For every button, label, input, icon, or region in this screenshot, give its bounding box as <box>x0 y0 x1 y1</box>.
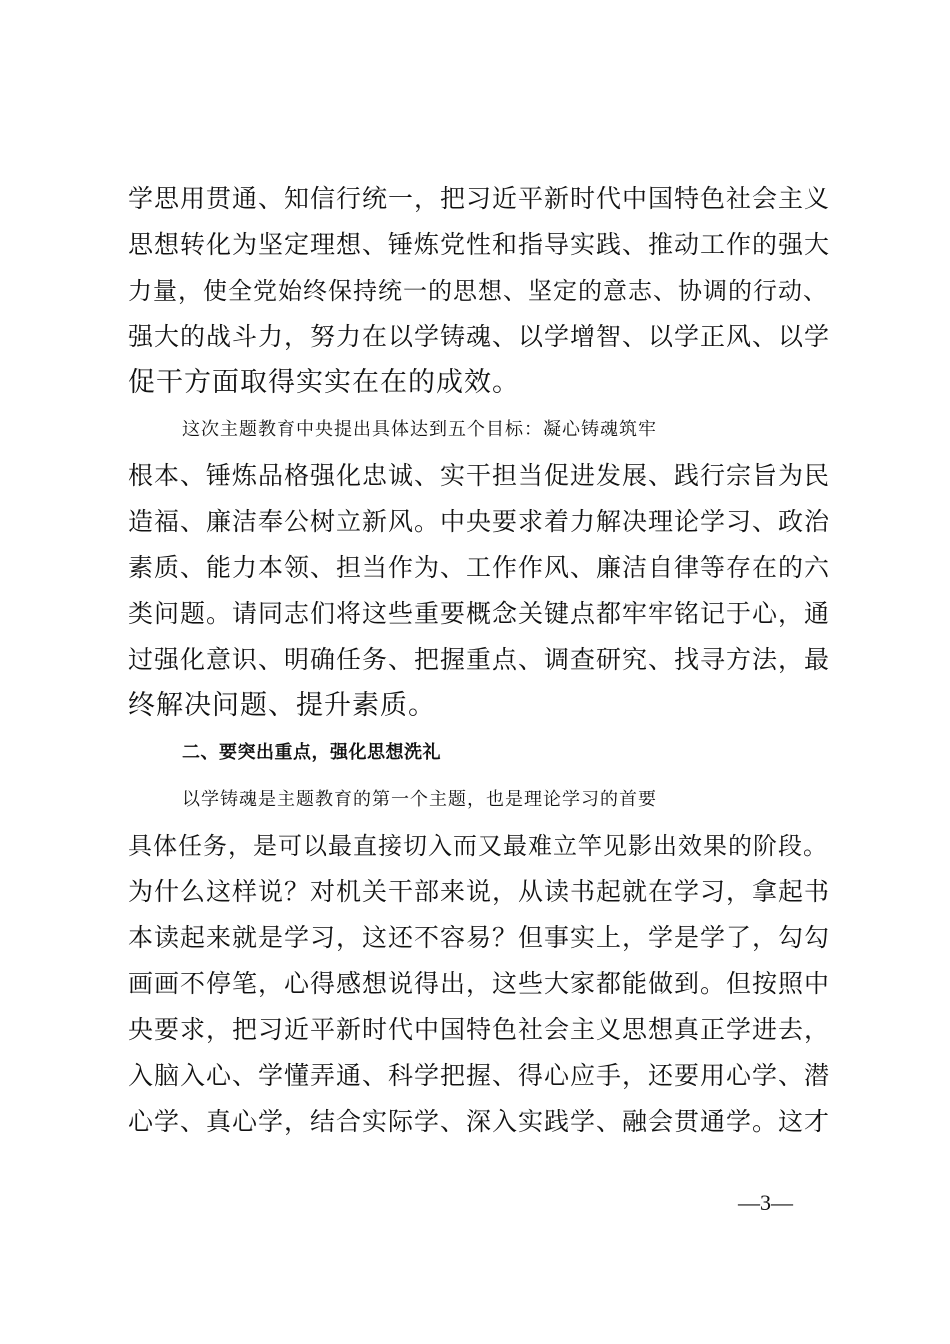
paragraph-line: 力量，使全党始终保持统一的思想、坚定的意志、协调的行动、 <box>128 277 828 305</box>
paragraph-line: 具体任务，是可以最直接切入而又最难立竿见影出效果的阶段。 <box>128 832 828 860</box>
paragraph-line: 类问题。请同志们将这些重要概念关键点都牢牢铭记于心，通 <box>128 599 831 628</box>
paragraph-line: 为什么这样说？对机关干部来说，从读书起就在学习，拿起书 <box>128 877 831 906</box>
paragraph-line: 根本、锤炼品格强化忠诚、实干担当促进发展、践行宗旨为民 <box>128 461 831 490</box>
paragraph-line: 画画不停笔，心得感想说得出，这些大家都能做到。但按照中 <box>128 969 831 998</box>
paragraph-line: 心学、真心学，结合实际学、深入实践学、融会贯通学。这才 <box>128 1107 831 1136</box>
paragraph-line: 促干方面取得实实在在的成效。 <box>128 367 520 398</box>
section-heading: 二、要突出重点，强化思想洗礼 <box>182 742 441 763</box>
paragraph-line: 央要求，把习近平新时代中国特色社会主义思想真正学进去， <box>128 1015 831 1044</box>
paragraph-line: 入脑入心、学懂弄通、科学把握、得心应手，还要用心学、潜 <box>128 1061 831 1090</box>
paragraph-line: 以学铸魂是主题教育的第一个主题，也是理论学习的首要 <box>182 789 657 810</box>
paragraph-line: 终解决问题、提升素质。 <box>128 690 436 721</box>
paragraph-line: 本读起来就是学习，这还不容易？但事实上，学是学了，勾勾 <box>128 923 831 952</box>
paragraph-line: 造福、廉洁奉公树立新风。中央要求着力解决理论学习、政治 <box>128 507 831 536</box>
paragraph-line: 学思用贯通、知信行统一，把习近平新时代中国特色社会主义 <box>128 184 831 213</box>
paragraph-line: 强大的战斗力，努力在以学铸魂、以学增智、以学正风、以学 <box>128 322 831 351</box>
paragraph-line: 过强化意识、明确任务、把握重点、调查研究、找寻方法，最 <box>128 645 831 674</box>
page-number: —3— <box>738 1190 793 1215</box>
paragraph-line: 思想转化为坚定理想、锤炼党性和指导实践、推动工作的强大 <box>128 230 831 259</box>
paragraph-line: 素质、能力本领、担当作为、工作作风、廉洁自律等存在的六 <box>128 553 831 582</box>
paragraph-line: 这次主题教育中央提出具体达到五个目标：凝心铸魂筑牢 <box>182 419 657 440</box>
